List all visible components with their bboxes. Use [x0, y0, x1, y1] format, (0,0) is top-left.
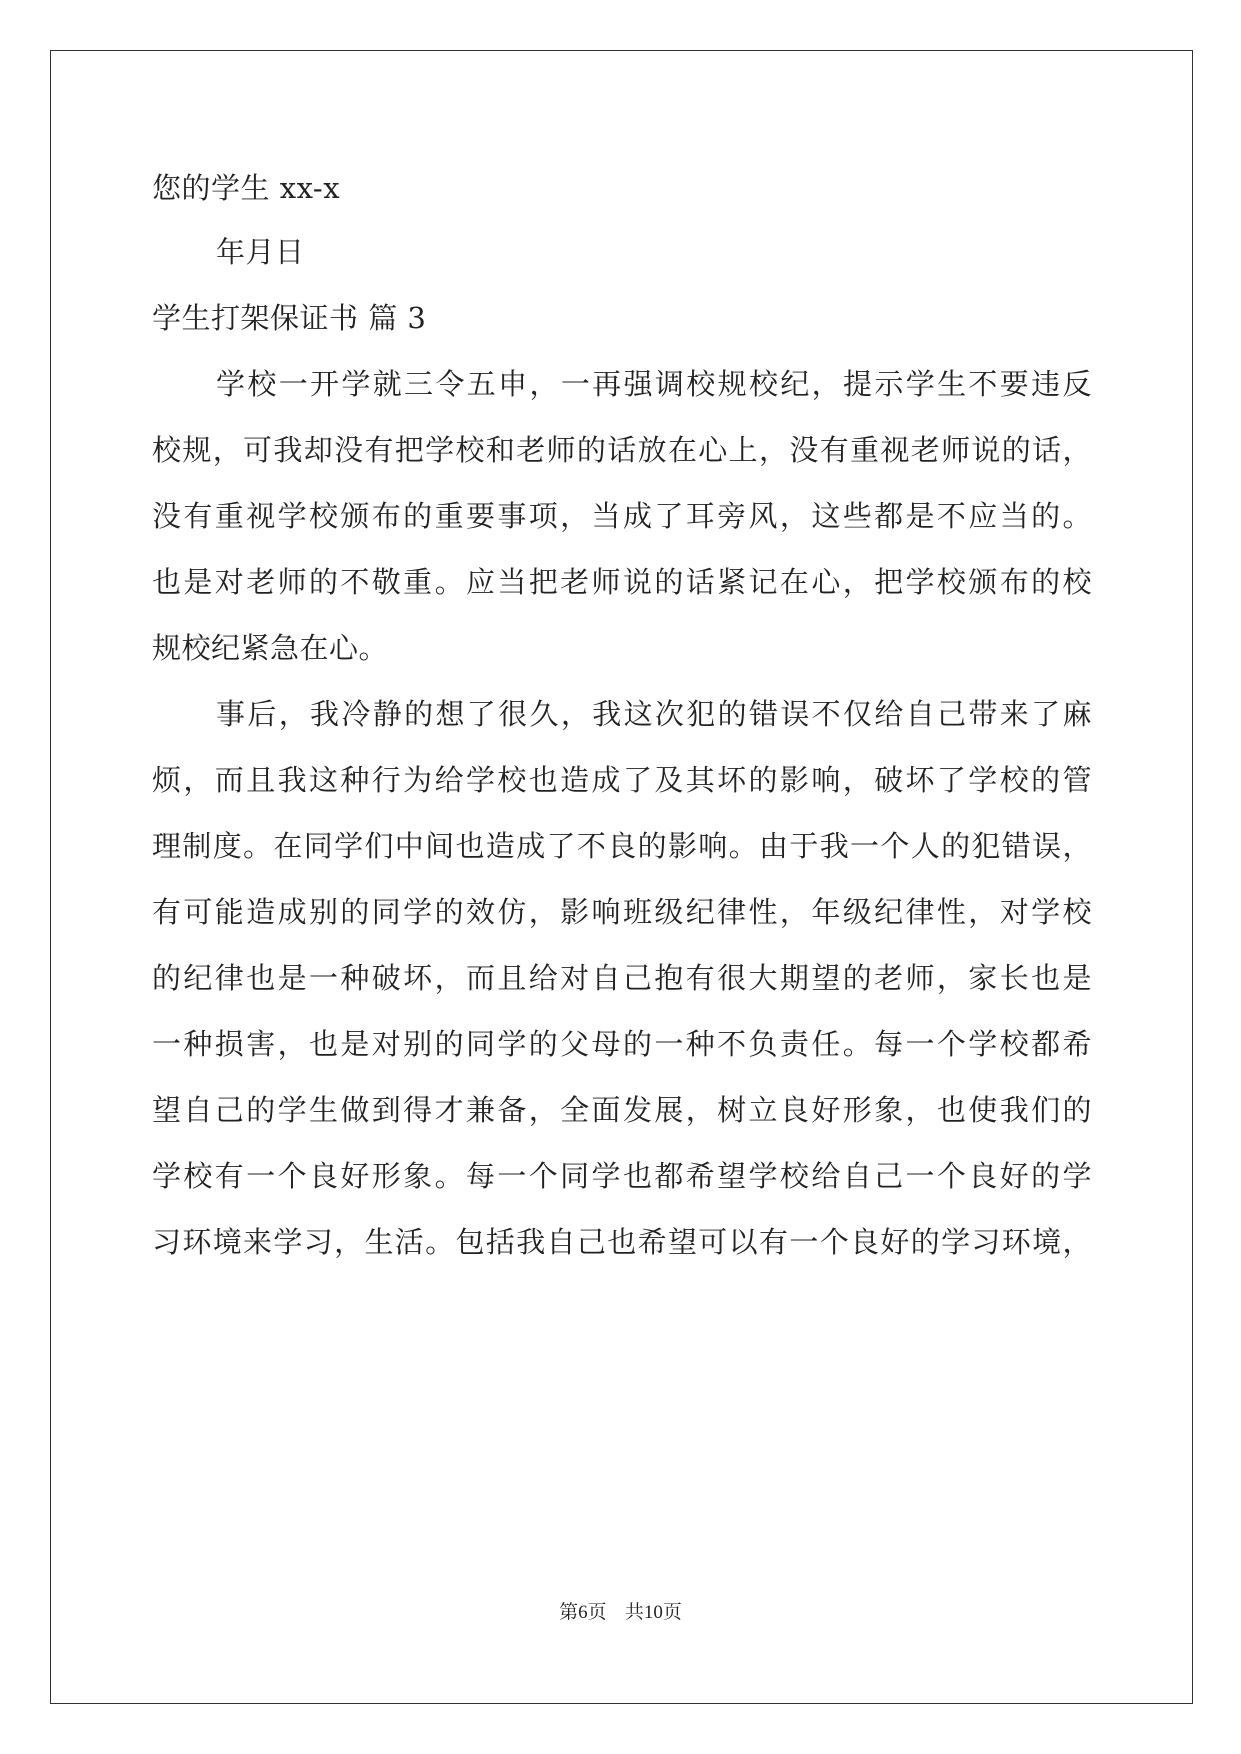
- paragraph-line: 理制度。在同学们中间也造成了不良的影响。由于我一个人的犯错误，: [152, 829, 1092, 863]
- paragraph-line: 烦，而且我这种行为给学校也造成了及其坏的影响，破坏了学校的管: [152, 763, 1092, 797]
- total-suffix: 页: [662, 1601, 682, 1623]
- paragraph-line: 学校一开学就三令五申，一再强调校规校纪，提示学生不要违反: [216, 367, 1092, 401]
- total-prefix: 共: [624, 1601, 644, 1623]
- page-prefix: 第: [559, 1601, 579, 1623]
- section-title: 学生打架保证书 篇 3: [152, 301, 427, 335]
- paragraph-line: 望自己的学生做到得才兼备，全面发展，树立良好形象，也使我们的: [152, 1093, 1092, 1127]
- total-pages: 10: [643, 1602, 663, 1623]
- paragraph-line: 规校纪紧急在心。: [152, 631, 389, 665]
- date-line: 年月日: [216, 235, 305, 269]
- paragraph-line: 校规，可我却没有把学校和老师的话放在心上，没有重视老师说的话，: [152, 433, 1092, 467]
- page-number: 6: [578, 1602, 588, 1623]
- paragraph-line: 也是对老师的不敬重。应当把老师说的话紧记在心，把学校颁布的校: [152, 565, 1092, 599]
- page-footer: [0, 1600, 1241, 1625]
- paragraph-line: 习环境来学习，生活。包括我自己也希望可以有一个良好的学习环境，: [152, 1225, 1092, 1259]
- paragraph-line: 没有重视学校颁布的重要事项，当成了耳旁风，这些都是不应当的。: [152, 499, 1092, 533]
- paragraph-line: 学校有一个良好形象。每一个同学也都希望学校给自己一个良好的学: [152, 1159, 1092, 1193]
- page-suffix: 页: [587, 1601, 607, 1623]
- paragraph-line: 一种损害，也是对别的同学的父母的一种不负责任。每一个学校都希: [152, 1027, 1092, 1061]
- paragraph-line: 事后，我冷静的想了很久，我这次犯的错误不仅给自己带来了麻: [216, 697, 1092, 731]
- signature-line: 您的学生 xx-x: [152, 171, 341, 205]
- paragraph-line: 的纪律也是一种破坏，而且给对自己抱有很大期望的老师，家长也是: [152, 961, 1092, 995]
- paragraph-line: 有可能造成别的同学的效仿，影响班级纪律性，年级纪律性，对学校: [152, 895, 1092, 929]
